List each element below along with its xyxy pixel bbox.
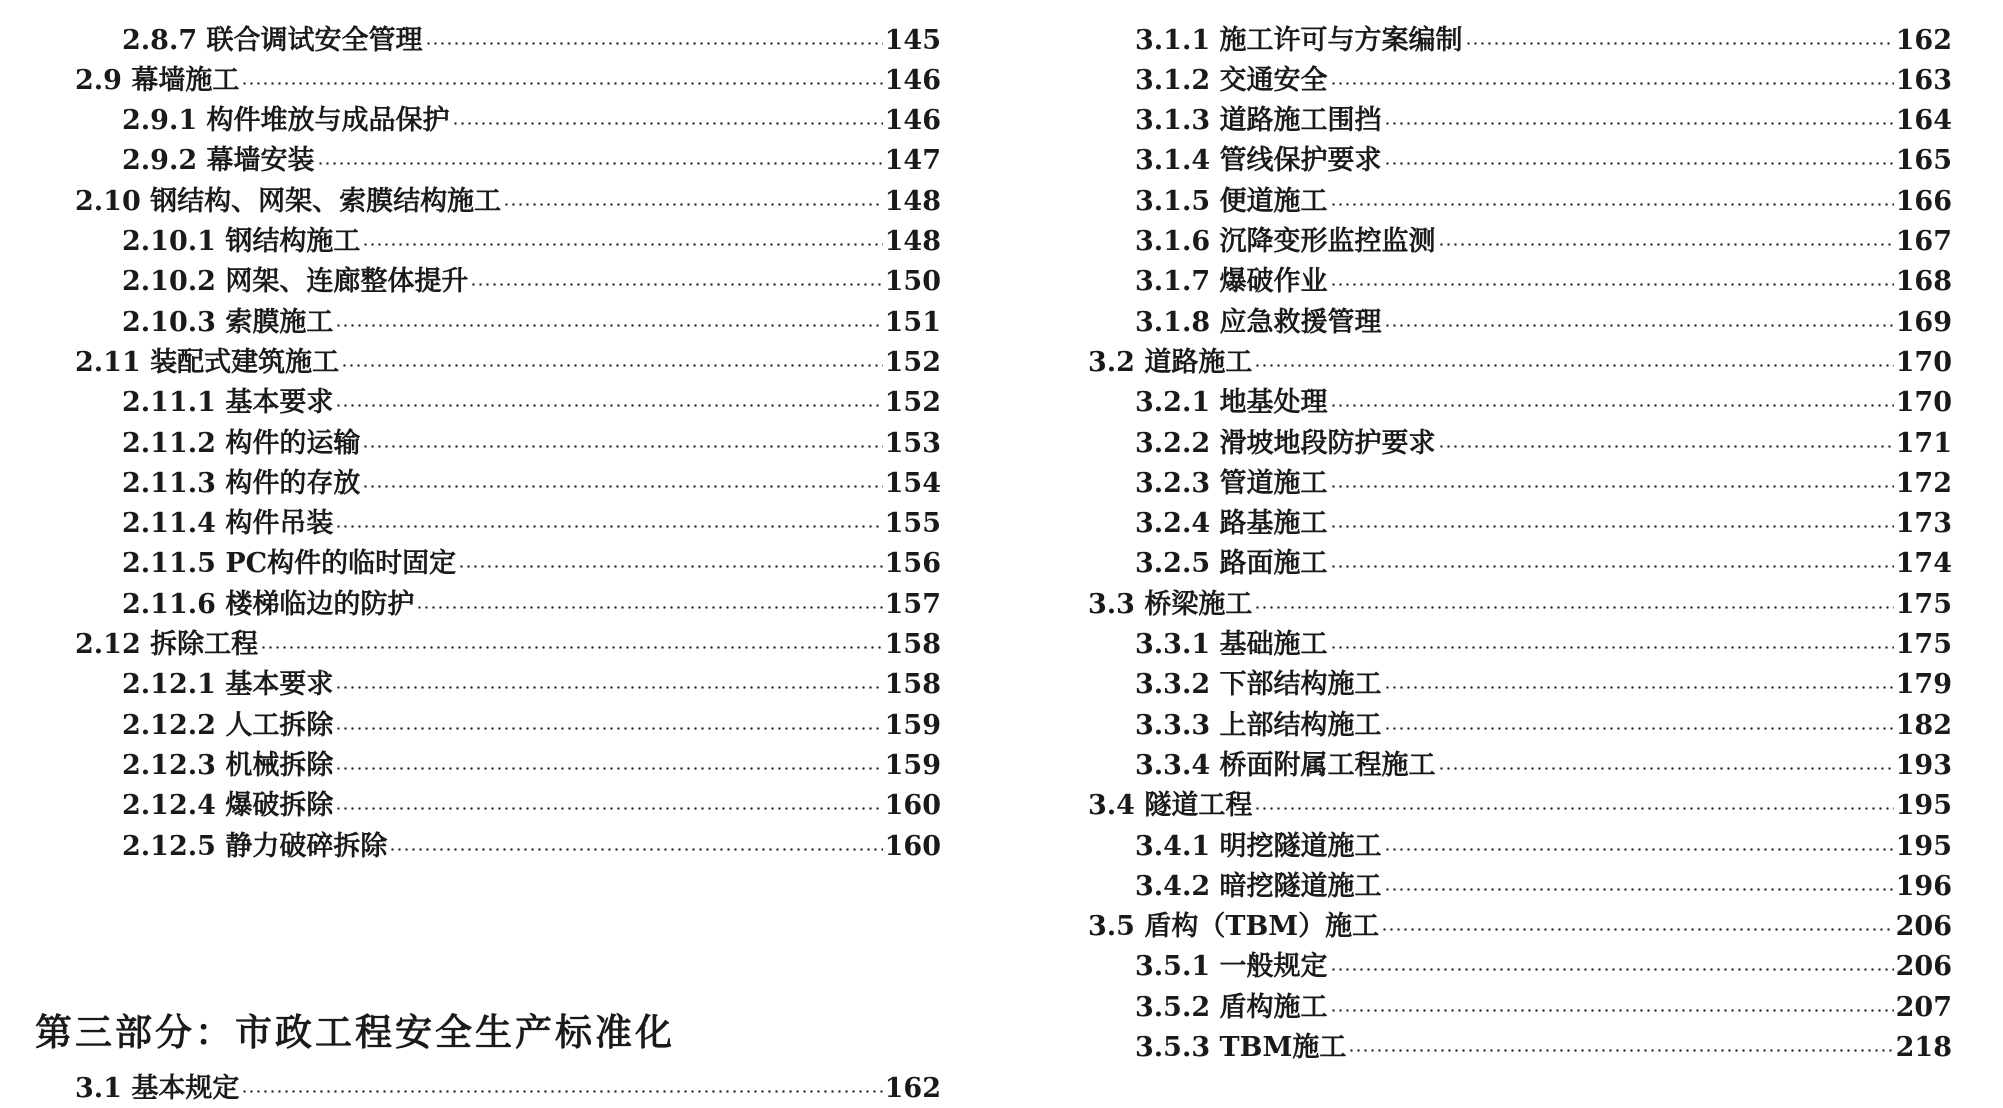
- dot-leader: [416, 606, 882, 609]
- toc-entry-title: 2.12.4 爆破拆除: [122, 790, 334, 822]
- toc-entry[interactable]: [75, 544, 941, 584]
- toc-entry-title: 2.10.2 网架、连廊整体提升: [122, 266, 469, 298]
- toc-page-number: 195: [1895, 830, 1952, 862]
- toc-entry[interactable]: [1088, 141, 1952, 181]
- toc-entry[interactable]: [75, 302, 941, 342]
- toc-entry[interactable]: [1088, 866, 1952, 906]
- toc-page-number: 160: [884, 830, 941, 862]
- toc-page-number: 154: [884, 467, 941, 499]
- toc-entry[interactable]: [1088, 423, 1952, 463]
- toc-entry[interactable]: [1088, 947, 1952, 987]
- toc-page-number: 182: [1895, 709, 1952, 741]
- dot-leader: [1438, 767, 1894, 770]
- toc-entry-title: 3.3 桥梁施工: [1088, 588, 1253, 620]
- dot-leader: [1330, 203, 1894, 206]
- toc-entry[interactable]: [75, 383, 941, 423]
- dot-leader: [1465, 42, 1894, 45]
- dot-leader: [335, 525, 882, 528]
- dot-leader: [1384, 888, 1894, 891]
- dot-leader: [335, 807, 882, 810]
- toc-entry[interactable]: [1088, 342, 1952, 382]
- dot-leader: [1384, 686, 1894, 689]
- toc-entry[interactable]: [75, 141, 941, 181]
- dot-leader: [1330, 82, 1894, 85]
- toc-entry[interactable]: [1088, 665, 1952, 705]
- toc-page-number: 162: [884, 1072, 941, 1104]
- toc-entry-title: 2.10.3 索膜施工: [122, 306, 334, 338]
- toc-entry-title: 2.12.3 机械拆除: [122, 749, 334, 781]
- dot-leader: [260, 646, 882, 649]
- toc-page-number: 156: [884, 548, 941, 580]
- dot-leader: [335, 404, 882, 407]
- toc-page-number: 147: [884, 145, 941, 177]
- toc-page-number: 175: [1895, 629, 1952, 660]
- part-heading: 第三部分：市政工程安全生产标准化: [35, 1010, 675, 1054]
- dot-leader: [1384, 324, 1894, 327]
- toc-entry-title: 3.1.3 道路施工围挡: [1135, 105, 1382, 137]
- toc-page-number: 174: [1895, 548, 1952, 580]
- toc-entry[interactable]: [75, 181, 941, 221]
- toc-page-number: 167: [1895, 226, 1952, 257]
- toc-entry[interactable]: [1088, 584, 1952, 624]
- toc-entry[interactable]: [1088, 705, 1952, 745]
- toc-page-number: 164: [1895, 105, 1952, 137]
- toc-entry[interactable]: [75, 463, 941, 503]
- toc-entry[interactable]: [75, 1068, 941, 1108]
- toc-entry-title: 2.12.5 静力破碎拆除: [122, 830, 388, 862]
- toc-entry-title: 3.2.3 管道施工: [1135, 467, 1328, 499]
- toc-entry-title: 3.3.4 桥面附属工程施工: [1135, 749, 1436, 781]
- toc-page-number: 163: [1895, 64, 1952, 96]
- toc-entry[interactable]: [1088, 101, 1952, 141]
- toc-entry[interactable]: [75, 625, 941, 665]
- dot-leader: [335, 324, 882, 327]
- toc-page-number: 151: [884, 306, 941, 338]
- toc-entry[interactable]: [75, 745, 941, 785]
- toc-page-number: 152: [884, 346, 941, 378]
- toc-entry[interactable]: [1088, 20, 1952, 60]
- dot-leader: [241, 1090, 882, 1093]
- toc-entry-title: 2.12.1 基本要求: [122, 669, 334, 701]
- toc-entry-title: 2.11.5 PC构件的临时固定: [122, 548, 457, 580]
- toc-page-number: 159: [884, 709, 941, 741]
- toc-entry-title: 2.10.1 钢结构施工: [122, 226, 361, 257]
- toc-page-number: 162: [1895, 24, 1952, 56]
- dot-leader: [389, 848, 882, 851]
- toc-entry[interactable]: [1088, 1028, 1952, 1068]
- toc-page-number: 173: [1895, 508, 1952, 540]
- toc-entry-title: 3.1 基本规定: [75, 1072, 240, 1104]
- dot-leader: [362, 485, 882, 488]
- toc-page-number: 193: [1895, 749, 1952, 781]
- toc-entry[interactable]: [75, 584, 941, 624]
- toc-entry[interactable]: [75, 342, 941, 382]
- toc-entry-title: 3.5 盾构（TBM）施工: [1088, 911, 1380, 943]
- toc-page-number: 172: [1895, 467, 1952, 499]
- dot-leader: [362, 243, 882, 246]
- dot-leader: [335, 727, 882, 730]
- dot-leader: [1384, 727, 1894, 730]
- toc-page-number: 152: [884, 387, 941, 419]
- toc-page-number: 153: [884, 427, 941, 459]
- toc-entry[interactable]: [75, 60, 941, 100]
- dot-leader: [1384, 848, 1894, 851]
- toc-entry[interactable]: [75, 705, 941, 745]
- toc-page-number: 207: [1895, 991, 1952, 1023]
- toc-page-number: 206: [1895, 911, 1952, 943]
- toc-entry[interactable]: [75, 423, 941, 463]
- toc-page-number: 148: [884, 185, 941, 217]
- dot-leader: [452, 122, 883, 125]
- dot-leader: [1330, 968, 1894, 971]
- toc-entry[interactable]: [1088, 262, 1952, 302]
- toc-page-number: 196: [1895, 870, 1952, 902]
- dot-leader: [335, 686, 882, 689]
- dot-leader: [1330, 565, 1894, 568]
- toc-page-number: 160: [884, 790, 941, 822]
- toc-page-number: 148: [884, 226, 941, 257]
- toc-entry-title: 3.5.3 TBM施工: [1135, 1032, 1347, 1063]
- toc-entry[interactable]: [75, 222, 941, 262]
- dot-leader: [1330, 525, 1894, 528]
- toc-page-number: 165: [1895, 145, 1952, 177]
- toc-entry-title: 2.10 钢结构、网架、索膜结构施工: [75, 185, 502, 217]
- dot-leader: [503, 203, 882, 206]
- toc-entry-title: 3.5.1 一般规定: [1135, 951, 1328, 983]
- toc-entry[interactable]: [1088, 745, 1952, 785]
- toc-entry-title: 3.3.2 下部结构施工: [1135, 669, 1382, 701]
- dot-leader: [1330, 1009, 1894, 1012]
- toc-entry[interactable]: [75, 826, 941, 866]
- dot-leader: [1330, 404, 1894, 407]
- dot-leader: [1438, 445, 1894, 448]
- toc-page-number: 150: [884, 266, 941, 298]
- toc-entry-title: 2.12 拆除工程: [75, 629, 259, 660]
- dot-leader: [1254, 807, 1893, 810]
- toc-page-number: 157: [884, 588, 941, 620]
- toc-page-number: 179: [1895, 669, 1952, 701]
- toc-entry-title: 3.1.1 施工许可与方案编制: [1135, 24, 1463, 56]
- toc-entry-title: 3.3.1 基础施工: [1135, 629, 1328, 660]
- dot-leader: [341, 364, 882, 367]
- toc-entry[interactable]: [1088, 383, 1952, 423]
- dot-leader: [241, 82, 882, 85]
- dot-leader: [1384, 122, 1894, 125]
- toc-entry-title: 2.11.2 构件的运输: [122, 427, 361, 459]
- toc-page-number: 159: [884, 749, 941, 781]
- toc-page-number: 158: [884, 629, 941, 660]
- dot-leader: [470, 283, 882, 286]
- toc-entry-title: 3.3.3 上部结构施工: [1135, 709, 1382, 741]
- toc-entry[interactable]: [75, 20, 941, 60]
- toc-entry[interactable]: [1088, 222, 1952, 262]
- toc-entry[interactable]: [1088, 181, 1952, 221]
- toc-entry[interactable]: [1088, 302, 1952, 342]
- toc-entry-title: 2.11.6 楼梯临边的防护: [122, 588, 415, 620]
- toc-entry-title: 3.2.4 路基施工: [1135, 508, 1328, 540]
- toc-entry-title: 3.5.2 盾构施工: [1135, 991, 1328, 1023]
- toc-entry-title: 2.8.7 联合调试安全管理: [122, 24, 423, 56]
- toc-page-number: 218: [1895, 1032, 1952, 1063]
- dot-leader: [1384, 162, 1894, 165]
- dot-leader: [1254, 606, 1893, 609]
- dot-leader: [1330, 646, 1894, 649]
- dot-leader: [1254, 364, 1893, 367]
- toc-page-number: 166: [1895, 185, 1952, 217]
- toc-entry-title: 2.11.1 基本要求: [122, 387, 334, 419]
- dot-leader: [362, 445, 882, 448]
- dot-leader: [1330, 485, 1894, 488]
- toc-entry-title: 2.9 幕墙施工: [75, 64, 240, 96]
- toc-entry-title: 2.9.2 幕墙安装: [122, 145, 315, 177]
- toc-page-number: 170: [1895, 346, 1952, 378]
- toc-entry-title: 2.11.3 构件的存放: [122, 467, 361, 499]
- toc-page-number: 171: [1895, 427, 1952, 459]
- toc-entry[interactable]: [1088, 504, 1952, 544]
- toc-entry-title: 3.4.2 暗挖隧道施工: [1135, 870, 1382, 902]
- toc-entry-title: 3.2.1 地基处理: [1135, 387, 1328, 419]
- toc-entry[interactable]: [75, 665, 941, 705]
- toc-entry[interactable]: [1088, 463, 1952, 503]
- toc-page-number: 146: [884, 64, 941, 96]
- toc-entry[interactable]: [75, 786, 941, 826]
- dot-leader: [425, 42, 883, 45]
- toc-page-number: 168: [1895, 266, 1952, 298]
- dot-leader: [1381, 928, 1893, 931]
- dot-leader: [317, 162, 883, 165]
- toc-entry-title: 3.1.2 交通安全: [1135, 64, 1328, 96]
- toc-page-number: 206: [1895, 951, 1952, 983]
- dot-leader: [1438, 243, 1894, 246]
- dot-leader: [1348, 1049, 1893, 1052]
- toc-page-number: 170: [1895, 387, 1952, 419]
- dot-leader: [335, 767, 882, 770]
- toc-page-number: 146: [884, 105, 941, 137]
- toc-entry-title: 3.1.7 爆破作业: [1135, 266, 1328, 298]
- toc-entry-title: 3.1.8 应急救援管理: [1135, 306, 1382, 338]
- toc-entry[interactable]: [1088, 786, 1952, 826]
- toc-entry[interactable]: [1088, 60, 1952, 100]
- toc-entry-title: 3.1.4 管线保护要求: [1135, 145, 1382, 177]
- toc-entry[interactable]: [75, 262, 941, 302]
- toc-entry[interactable]: [75, 504, 941, 544]
- toc-page-number: 175: [1895, 588, 1952, 620]
- toc-entry[interactable]: [1088, 625, 1952, 665]
- dot-leader: [458, 565, 882, 568]
- toc-page-number: 195: [1895, 790, 1952, 822]
- toc-entry-title: 3.2 道路施工: [1088, 346, 1253, 378]
- toc-entry-title: 3.4.1 明挖隧道施工: [1135, 830, 1382, 862]
- toc-entry-title: 3.1.5 便道施工: [1135, 185, 1328, 217]
- toc-entry-title: 3.1.6 沉降变形监控监测: [1135, 226, 1436, 257]
- toc-entry-title: 3.2.2 滑坡地段防护要求: [1135, 427, 1436, 459]
- toc-entry[interactable]: [1088, 544, 1952, 584]
- toc-entry-title: 2.11.4 构件吊装: [122, 508, 334, 540]
- toc-entry-title: 2.9.1 构件堆放与成品保护: [122, 105, 450, 137]
- toc-page-number: 155: [884, 508, 941, 540]
- toc-entry[interactable]: [1088, 987, 1952, 1027]
- toc-entry-title: 2.12.2 人工拆除: [122, 709, 334, 741]
- dot-leader: [1330, 283, 1894, 286]
- toc-page-number: 145: [884, 24, 941, 56]
- toc-entry-title: 3.2.5 路面施工: [1135, 548, 1328, 580]
- toc-entry[interactable]: [1088, 907, 1952, 947]
- toc-entry[interactable]: [75, 101, 941, 141]
- toc-page-number: 169: [1895, 306, 1952, 338]
- toc-entry-title: 2.11 装配式建筑施工: [75, 346, 340, 378]
- toc-entry-title: 3.4 隧道工程: [1088, 790, 1253, 822]
- toc-page-number: 158: [884, 669, 941, 701]
- toc-entry[interactable]: [1088, 826, 1952, 866]
